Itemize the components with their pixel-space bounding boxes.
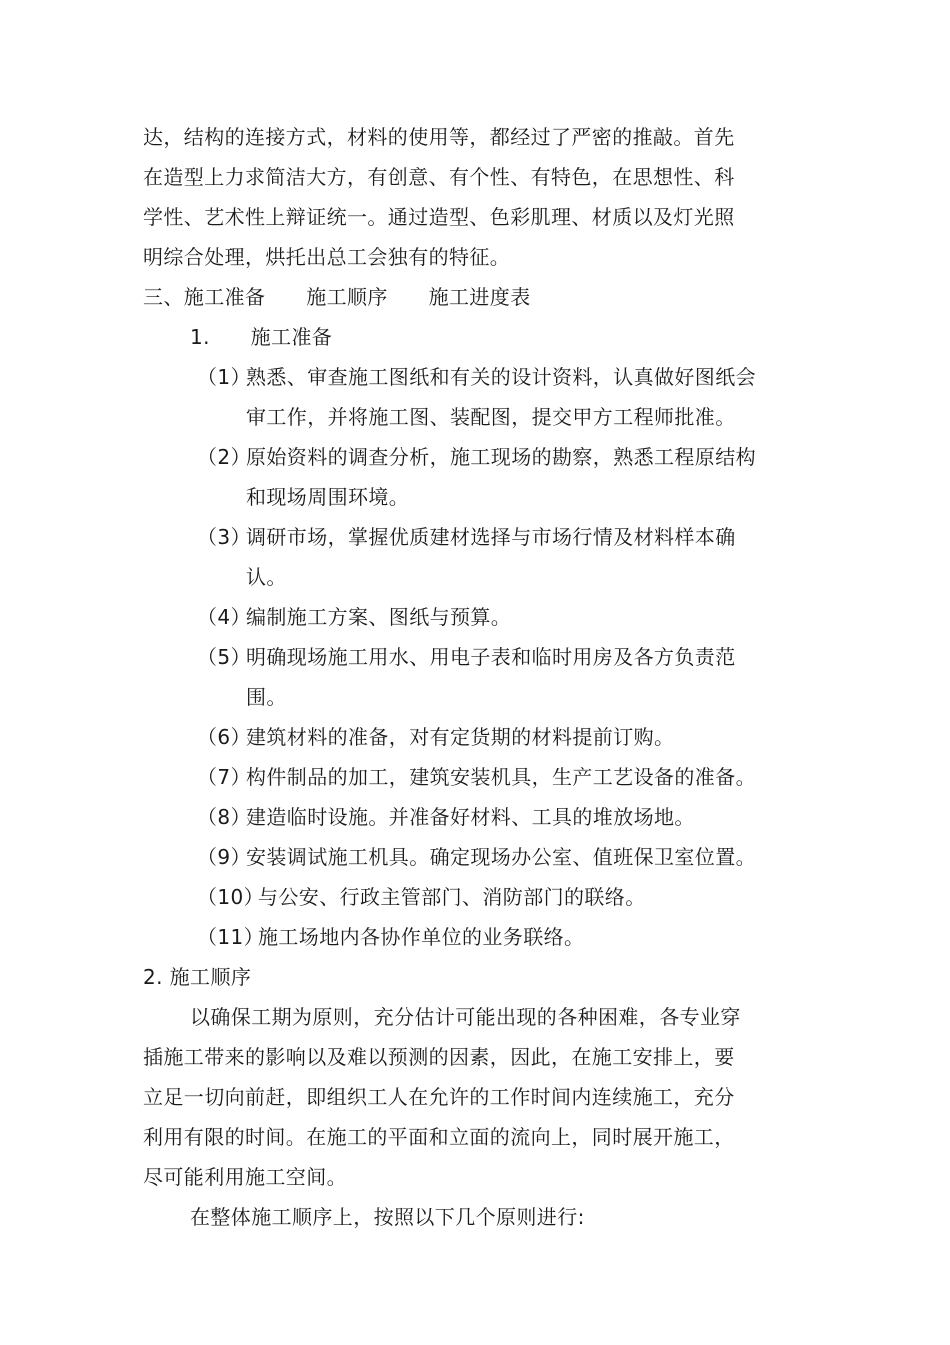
order-paragraph-line: 立足一切向前赶，即组织工人在允许的工作时间内连续施工，充分: [143, 1085, 735, 1109]
prep-item-number: （1）: [197, 365, 251, 389]
prep-item-line: 熟悉、审查施工图纸和有关的设计资料，认真做好图纸会: [246, 365, 756, 389]
prep-item-line: 认。: [246, 565, 287, 589]
prep-item-line: 构件制品的加工，建筑安装机具，生产工艺设备的准备。: [246, 765, 756, 789]
order-paragraph-line: 插施工带来的影响以及难以预测的因素，因此，在施工安排上，要: [143, 1045, 735, 1069]
prep-item-number: （2）: [197, 445, 251, 469]
prep-item-line: 和现场周围环境。: [246, 485, 410, 509]
closing-line: 在整体施工顺序上，按照以下几个原则进行:: [190, 1205, 585, 1229]
prep-item-line: 建筑材料的准备，对有定货期的材料提前订购。: [246, 725, 675, 749]
prep-item-line: 建造临时设施。并准备好材料、工具的堆放场地。: [246, 805, 695, 829]
prep-item-number: （10）: [197, 885, 265, 909]
prep-item-number: （11）: [197, 925, 265, 949]
intro-line: 达，结构的连接方式，材料的使用等，都经过了严密的推敲。首先: [143, 125, 735, 149]
prep-item-line: 明确现场施工用水、用电子表和临时用房及各方负责范: [246, 645, 736, 669]
prep-item-line: 编制施工方案、图纸与预算。: [246, 605, 512, 629]
intro-line: 学性、艺术性上辩证统一。通过造型、色彩肌理、材质以及灯光照: [143, 205, 735, 229]
prep-item-line: 安装调试施工机具。确定现场办公室、值班保卫室位置。: [246, 845, 756, 869]
section-heading: 三、施工准备 施工顺序 施工进度表: [143, 285, 531, 309]
prep-item-number: （4）: [197, 605, 251, 629]
prep-item-line: 审工作，并将施工图、装配图，提交甲方工程师批准。: [246, 405, 736, 429]
prep-item-number: （5）: [197, 645, 251, 669]
prep-item-line: 围。: [246, 685, 287, 709]
sub-heading-prep: 1. 施工准备: [190, 325, 333, 349]
prep-item-number: （7）: [197, 765, 251, 789]
order-paragraph-line: 利用有限的时间。在施工的平面和立面的流向上，同时展开施工，: [143, 1125, 735, 1149]
order-paragraph-line: 尽可能利用施工空间。: [143, 1165, 347, 1189]
prep-item-number: （6）: [197, 725, 251, 749]
prep-item-line: 调研市场，掌握优质建材选择与市场行情及材料样本确: [246, 525, 736, 549]
prep-item-number: （9）: [197, 845, 251, 869]
prep-item-line: 原始资料的调查分析，施工现场的勘察，熟悉工程原结构: [246, 445, 756, 469]
prep-item-line: 与公安、行政主管部门、消防部门的联络。: [258, 885, 646, 909]
order-paragraph-line: 以确保工期为原则，充分估计可能出现的各种困难，各专业穿: [190, 1005, 741, 1029]
sub-heading-order: 2. 施工顺序: [143, 965, 252, 989]
prep-item-line: 施工场地内各协作单位的业务联络。: [258, 925, 585, 949]
prep-item-number: （8）: [197, 805, 251, 829]
intro-line: 明综合处理，烘托出总工会独有的特征。: [143, 245, 511, 269]
prep-item-number: （3）: [197, 525, 251, 549]
intro-line: 在造型上力求简洁大方，有创意、有个性、有特色，在思想性、科: [143, 165, 735, 189]
